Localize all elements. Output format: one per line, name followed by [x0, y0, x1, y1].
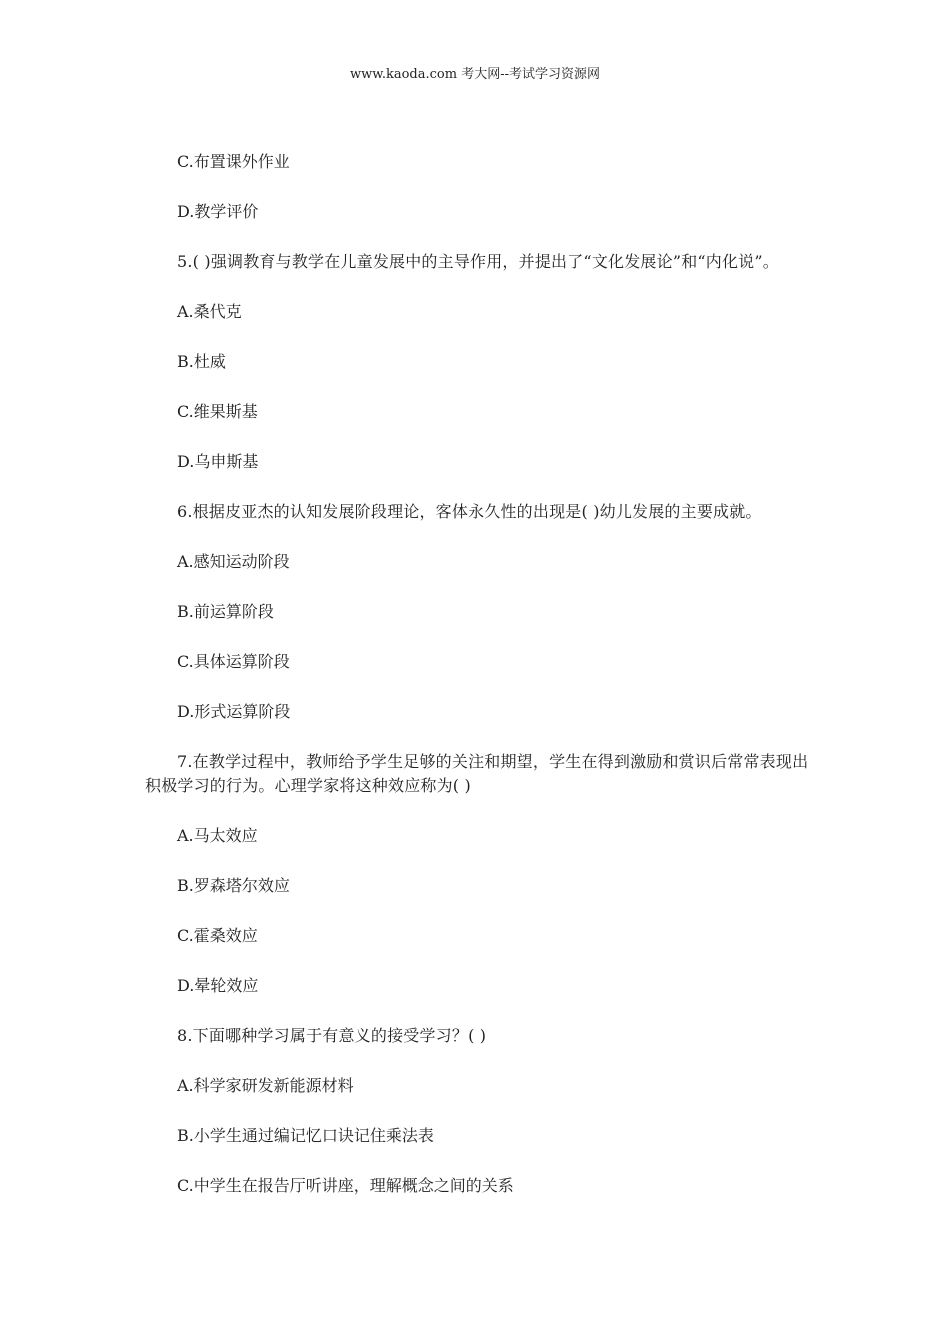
option-b-q8: B.小学生通过编记忆口诀记住乘法表 [177, 1126, 434, 1145]
option-a-q5: A.桑代克 [177, 302, 242, 321]
option-c-q5: C.维果斯基 [177, 402, 258, 421]
question-5: 5.( )强调教育与教学在儿童发展中的主导作用，并提出了“文化发展论”和“内化说”。 [177, 252, 779, 271]
option-a-q8: A.科学家研发新能源材料 [177, 1076, 354, 1095]
option-c-q4: C.布置课外作业 [177, 152, 290, 171]
question-6: 6.根据皮亚杰的认知发展阶段理论，客体永久性的出现是( )幼儿发展的主要成就。 [177, 502, 762, 521]
option-b-q7: B.罗森塔尔效应 [177, 876, 290, 895]
question-8: 8.下面哪种学习属于有意义的接受学习？( ) [177, 1026, 487, 1045]
option-d-q4: D.教学评价 [177, 202, 259, 221]
option-c-q6: C.具体运算阶段 [177, 652, 290, 671]
document-body [145, 150, 810, 1224]
page-header: www.kaoda.com 考大网--考试学习资源网 [350, 67, 600, 82]
option-d-q6: D.形式运算阶段 [177, 702, 291, 721]
option-d-q7: D.晕轮效应 [177, 976, 259, 995]
option-c-q8: C.中学生在报告厅听讲座，理解概念之间的关系 [177, 1176, 514, 1195]
option-c-q7: C.霍桑效应 [177, 926, 258, 945]
question-7: 7.在教学过程中，教师给予学生足够的关注和期望，学生在得到激励和赏识后常常表现出积极学习的行为。心理学家将这种效应称为( ) [145, 752, 809, 795]
option-a-q6: A.感知运动阶段 [177, 552, 290, 571]
option-a-q7: A.马太效应 [177, 826, 258, 845]
option-d-q5: D.乌申斯基 [177, 452, 259, 471]
option-b-q6: B.前运算阶段 [177, 602, 274, 621]
option-b-q5: B.杜威 [177, 352, 226, 371]
